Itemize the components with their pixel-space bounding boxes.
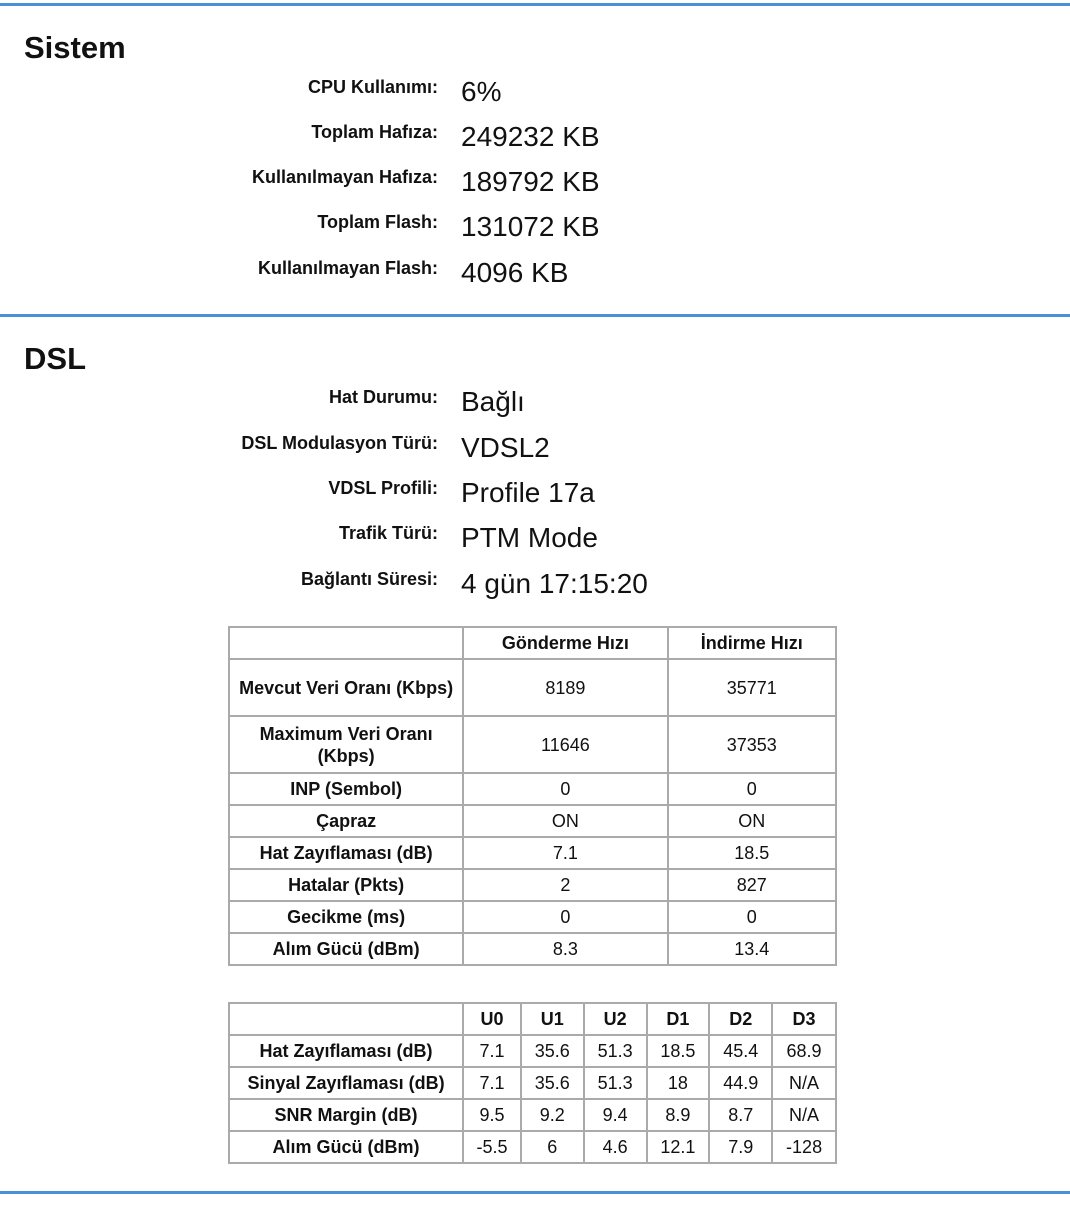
band-value: 8.7 bbox=[709, 1099, 772, 1131]
band-value: N/A bbox=[772, 1099, 836, 1131]
upload-value: 0 bbox=[463, 901, 667, 933]
row-header: Mevcut Veri Oranı (Kbps) bbox=[229, 659, 463, 716]
table-row bbox=[229, 933, 836, 965]
sistem-row-total-flash bbox=[0, 211, 1070, 251]
table-header-row bbox=[229, 1003, 836, 1035]
band-header-u1: U1 bbox=[521, 1003, 584, 1035]
upload-value: ON bbox=[463, 805, 667, 837]
rate-table bbox=[228, 626, 837, 966]
band-value: 7.1 bbox=[463, 1067, 521, 1099]
band-value: 6 bbox=[521, 1131, 584, 1163]
band-value: 45.4 bbox=[709, 1035, 772, 1067]
row-header: Hat Zayıflaması (dB) bbox=[229, 1035, 463, 1067]
download-value: 18.5 bbox=[668, 837, 836, 869]
upload-value: 0 bbox=[463, 773, 667, 805]
band-value: 18.5 bbox=[647, 1035, 710, 1067]
band-value: -5.5 bbox=[463, 1131, 521, 1163]
sistem-row-total-memory bbox=[0, 121, 1070, 161]
sistem-row-free-memory bbox=[0, 166, 1070, 206]
table-row bbox=[229, 716, 836, 773]
download-rate-header: İndirme Hızı bbox=[668, 627, 836, 659]
dsl-row-line-status bbox=[0, 386, 1070, 426]
band-value: 51.3 bbox=[584, 1067, 647, 1099]
bottom-divider bbox=[0, 1191, 1070, 1194]
download-value: 37353 bbox=[668, 716, 836, 773]
band-header-d3: D3 bbox=[772, 1003, 836, 1035]
band-header-d2: D2 bbox=[709, 1003, 772, 1035]
table-row bbox=[229, 773, 836, 805]
free-flash-label: Kullanılmayan Flash: bbox=[257, 258, 438, 278]
vdsl-profile-label: VDSL Profili: bbox=[328, 478, 438, 498]
band-value: 18 bbox=[647, 1067, 710, 1099]
table-row bbox=[229, 805, 836, 837]
row-header: Alım Gücü (dBm) bbox=[229, 933, 463, 965]
table-corner-cell bbox=[229, 627, 463, 659]
free-memory-value: 189792 KB bbox=[461, 166, 600, 197]
row-header: Gecikme (ms) bbox=[229, 901, 463, 933]
table-row bbox=[229, 1131, 836, 1163]
section-title-dsl: DSL bbox=[24, 341, 86, 376]
sistem-row-free-flash bbox=[0, 257, 1070, 297]
table-row bbox=[229, 1035, 836, 1067]
modulation-value: VDSL2 bbox=[461, 432, 550, 463]
band-header-u2: U2 bbox=[584, 1003, 647, 1035]
download-value: ON bbox=[668, 805, 836, 837]
download-value: 13.4 bbox=[668, 933, 836, 965]
row-header: Maximum Veri Oranı (Kbps) bbox=[229, 716, 463, 773]
uptime-value: 4 gün 17:15:20 bbox=[461, 568, 648, 599]
dsl-row-uptime bbox=[0, 568, 1070, 608]
row-header: Hat Zayıflaması (dB) bbox=[229, 837, 463, 869]
upload-value: 2 bbox=[463, 869, 667, 901]
band-value: 7.9 bbox=[709, 1131, 772, 1163]
table-row bbox=[229, 869, 836, 901]
upload-value: 8.3 bbox=[463, 933, 667, 965]
band-value: 51.3 bbox=[584, 1035, 647, 1067]
table-corner-cell bbox=[229, 1003, 463, 1035]
band-value: 9.2 bbox=[521, 1099, 584, 1131]
line-status-value: Bağlı bbox=[461, 386, 525, 417]
section-title-sistem: Sistem bbox=[24, 30, 126, 65]
band-value: 35.6 bbox=[521, 1035, 584, 1067]
band-header-d1: D1 bbox=[647, 1003, 710, 1035]
total-memory-value: 249232 KB bbox=[461, 121, 600, 152]
line-status-label: Hat Durumu: bbox=[329, 387, 438, 407]
row-header: Çapraz bbox=[229, 805, 463, 837]
cpu-usage-value: 6% bbox=[461, 76, 502, 107]
band-value: -128 bbox=[772, 1131, 836, 1163]
upload-value: 7.1 bbox=[463, 837, 667, 869]
band-header-u0: U0 bbox=[463, 1003, 521, 1035]
top-divider bbox=[0, 3, 1070, 6]
total-flash-label: Toplam Flash: bbox=[317, 212, 438, 232]
traffic-type-label: Trafik Türü: bbox=[338, 523, 438, 543]
dsl-row-traffic-type bbox=[0, 522, 1070, 562]
download-value: 35771 bbox=[668, 659, 836, 716]
download-value: 827 bbox=[668, 869, 836, 901]
table-row bbox=[229, 1067, 836, 1099]
table-header-row bbox=[229, 627, 836, 659]
vdsl-profile-value: Profile 17a bbox=[461, 477, 595, 508]
table-row bbox=[229, 837, 836, 869]
sistem-dsl-divider bbox=[0, 314, 1070, 317]
band-value: 7.1 bbox=[463, 1035, 521, 1067]
cpu-usage-label: CPU Kullanımı: bbox=[307, 77, 438, 97]
dsl-row-modulation bbox=[0, 432, 1070, 472]
row-header: INP (Sembol) bbox=[229, 773, 463, 805]
band-value: 44.9 bbox=[709, 1067, 772, 1099]
row-header: Hatalar (Pkts) bbox=[229, 869, 463, 901]
row-header: Sinyal Zayıflaması (dB) bbox=[229, 1067, 463, 1099]
band-value: 68.9 bbox=[772, 1035, 836, 1067]
row-header: SNR Margin (dB) bbox=[229, 1099, 463, 1131]
band-table bbox=[228, 1002, 837, 1164]
modulation-label: DSL Modulasyon Türü: bbox=[241, 433, 438, 453]
download-value: 0 bbox=[668, 901, 836, 933]
table-row bbox=[229, 901, 836, 933]
download-value: 0 bbox=[668, 773, 836, 805]
uptime-label: Bağlantı Süresi: bbox=[300, 569, 438, 589]
band-value: 9.4 bbox=[584, 1099, 647, 1131]
upload-value: 8189 bbox=[463, 659, 667, 716]
band-value: 9.5 bbox=[463, 1099, 521, 1131]
free-memory-label: Kullanılmayan Hafıza: bbox=[251, 167, 438, 187]
upload-value: 11646 bbox=[463, 716, 667, 773]
band-value: 4.6 bbox=[584, 1131, 647, 1163]
table-row bbox=[229, 1099, 836, 1131]
traffic-type-value: PTM Mode bbox=[461, 522, 598, 553]
upload-rate-header: Gönderme Hızı bbox=[463, 627, 667, 659]
free-flash-value: 4096 KB bbox=[461, 257, 569, 288]
band-value: N/A bbox=[772, 1067, 836, 1099]
band-value: 12.1 bbox=[647, 1131, 710, 1163]
band-value: 35.6 bbox=[521, 1067, 584, 1099]
total-memory-label: Toplam Hafıza: bbox=[311, 122, 438, 142]
sistem-row-cpu bbox=[0, 76, 1070, 116]
band-value: 8.9 bbox=[647, 1099, 710, 1131]
table-row bbox=[229, 659, 836, 716]
total-flash-value: 131072 KB bbox=[461, 211, 600, 242]
dsl-row-profile bbox=[0, 477, 1070, 517]
row-header: Alım Gücü (dBm) bbox=[229, 1131, 463, 1163]
